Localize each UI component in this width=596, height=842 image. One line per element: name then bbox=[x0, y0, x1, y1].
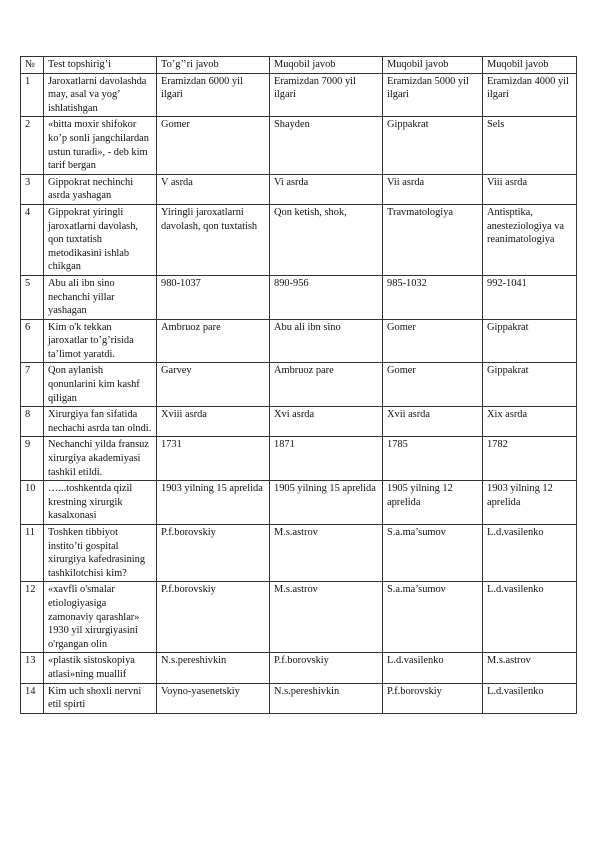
alternative-1-cell: Xvi asrda bbox=[270, 407, 383, 437]
row-number: 13 bbox=[21, 653, 44, 683]
table-row bbox=[21, 525, 577, 582]
question-cell: Gippokrat yiringli jaroxatlarni davolash, qon tuxtatish metodikasini ishlab chikgan bbox=[44, 204, 157, 275]
alternative-3-cell: 1903 yilning 12 aprelida bbox=[483, 481, 577, 525]
alternative-3-cell: Sels bbox=[483, 117, 577, 174]
row-number: 11 bbox=[21, 525, 44, 582]
alternative-1-cell: Shayden bbox=[270, 117, 383, 174]
row-number: 5 bbox=[21, 275, 44, 319]
correct-answer-cell: 980-1037 bbox=[157, 275, 270, 319]
row-number: 14 bbox=[21, 683, 44, 713]
alternative-2-cell: Eramizdan 5000 yil ilgari bbox=[383, 73, 483, 117]
question-cell: Xirurgiya fan sifatida nechachi asrda tan olndi. bbox=[44, 407, 157, 437]
correct-answer-cell: P.f.borovskiy bbox=[157, 582, 270, 653]
alternative-1-cell: Eramizdan 7000 yil ilgari bbox=[270, 73, 383, 117]
alternative-1-cell: Qon ketish, shok, bbox=[270, 204, 383, 275]
alternative-1-cell: Ambruoz pare bbox=[270, 363, 383, 407]
table-row bbox=[21, 653, 577, 683]
alternative-2-cell: Xvii asrda bbox=[383, 407, 483, 437]
table-row bbox=[21, 363, 577, 407]
table-row bbox=[21, 481, 577, 525]
test-table bbox=[20, 56, 577, 714]
table-row bbox=[21, 275, 577, 319]
table-row bbox=[21, 117, 577, 174]
alternative-2-cell: S.a.ma’sumov bbox=[383, 525, 483, 582]
alternative-3-cell: Viii asrda bbox=[483, 174, 577, 204]
row-number: 4 bbox=[21, 204, 44, 275]
row-number: 10 bbox=[21, 481, 44, 525]
question-cell: Kim o'k tekkan jaroxatlar to’g’risida ta’limot yaratdi. bbox=[44, 319, 157, 363]
table-header-row bbox=[21, 57, 577, 74]
correct-answer-cell: 1903 yilning 15 aprelida bbox=[157, 481, 270, 525]
row-number: 8 bbox=[21, 407, 44, 437]
row-number: 12 bbox=[21, 582, 44, 653]
question-cell: Jaroxatlarni davolashda may, asal va yog’ ishlatishgan bbox=[44, 73, 157, 117]
alternative-1-cell: N.s.pereshivkin bbox=[270, 683, 383, 713]
alternative-3-cell: 992-1041 bbox=[483, 275, 577, 319]
question-cell: Gippokrat nechinchi asrda yashagan bbox=[44, 174, 157, 204]
table-row bbox=[21, 204, 577, 275]
alternative-2-cell: Vii asrda bbox=[383, 174, 483, 204]
alternative-3-cell: Gippakrat bbox=[483, 319, 577, 363]
question-cell: «xavfli o'smalar etiologiyasiga zamonaviy qarashlar» 1930 yil xirurgiyasini o'rgangan olin bbox=[44, 582, 157, 653]
alternative-1-cell: P.f.borovskiy bbox=[270, 653, 383, 683]
header-number: № bbox=[21, 57, 44, 74]
alternative-2-cell: Gippakrat bbox=[383, 117, 483, 174]
row-number: 1 bbox=[21, 73, 44, 117]
correct-answer-cell: Garvey bbox=[157, 363, 270, 407]
table-row bbox=[21, 582, 577, 653]
alternative-2-cell: 1785 bbox=[383, 437, 483, 481]
table-row bbox=[21, 73, 577, 117]
correct-answer-cell: Eramizdan 6000 yil ilgari bbox=[157, 73, 270, 117]
alternative-2-cell: Gomer bbox=[383, 363, 483, 407]
question-cell: «bitta moxir shifokor ko’p sonli jangchilardan ustun turadi», - deb kim tarif bergan bbox=[44, 117, 157, 174]
header-correct-answer: To’g’’ri javob bbox=[157, 57, 270, 74]
table-row bbox=[21, 319, 577, 363]
question-cell: Qon aylanish qonunlarini kim kashf qiligan bbox=[44, 363, 157, 407]
correct-answer-cell: P.f.borovskiy bbox=[157, 525, 270, 582]
row-number: 6 bbox=[21, 319, 44, 363]
row-number: 2 bbox=[21, 117, 44, 174]
correct-answer-cell: N.s.pereshivkin bbox=[157, 653, 270, 683]
question-cell: Kim uch shoxli nervni etil spirti bbox=[44, 683, 157, 713]
table-row bbox=[21, 437, 577, 481]
correct-answer-cell: V asrda bbox=[157, 174, 270, 204]
row-number: 7 bbox=[21, 363, 44, 407]
alternative-2-cell: Travmatologiya bbox=[383, 204, 483, 275]
alternative-1-cell: 1871 bbox=[270, 437, 383, 481]
alternative-3-cell: L.d.vasilenko bbox=[483, 582, 577, 653]
alternative-2-cell: Gomer bbox=[383, 319, 483, 363]
question-cell: Nechanchi yilda fransuz xirurgiya akademiyasi tashkil etildi. bbox=[44, 437, 157, 481]
correct-answer-cell: Ambruoz pare bbox=[157, 319, 270, 363]
alternative-2-cell: S.a.ma’sumov bbox=[383, 582, 483, 653]
row-number: 9 bbox=[21, 437, 44, 481]
alternative-1-cell: M.s.astrov bbox=[270, 582, 383, 653]
alternative-3-cell: L.d.vasilenko bbox=[483, 525, 577, 582]
table-row bbox=[21, 683, 577, 713]
alternative-2-cell: 985-1032 bbox=[383, 275, 483, 319]
alternative-3-cell: L.d.vasilenko bbox=[483, 683, 577, 713]
alternative-3-cell: Eramizdan 4000 yil ilgari bbox=[483, 73, 577, 117]
correct-answer-cell: Voyno-yasenetskiy bbox=[157, 683, 270, 713]
row-number: 3 bbox=[21, 174, 44, 204]
alternative-2-cell: 1905 yilning 12 aprelida bbox=[383, 481, 483, 525]
alternative-2-cell: L.d.vasilenko bbox=[383, 653, 483, 683]
alternative-1-cell: 890-956 bbox=[270, 275, 383, 319]
question-cell: Toshken tibbiyot instito’ti gospital xirurgiya kafedrasining tashkilotchisi kim? bbox=[44, 525, 157, 582]
correct-answer-cell: Yiringli jaroxatlarni davolash, qon tuxtatish bbox=[157, 204, 270, 275]
alternative-1-cell: 1905 yilning 15 aprelida bbox=[270, 481, 383, 525]
correct-answer-cell: Xviii asrda bbox=[157, 407, 270, 437]
alternative-3-cell: Xix asrda bbox=[483, 407, 577, 437]
table-row bbox=[21, 407, 577, 437]
alternative-3-cell: Antisptika, anesteziologiya va reanimatologiya bbox=[483, 204, 577, 275]
alternative-1-cell: Vi asrda bbox=[270, 174, 383, 204]
alternative-3-cell: M.s.astrov bbox=[483, 653, 577, 683]
header-alternative-1: Muqobil javob bbox=[270, 57, 383, 74]
header-alternative-2: Muqobil javob bbox=[383, 57, 483, 74]
question-cell: …...toshkentda qizil krestning xirurgik kasalxonasi bbox=[44, 481, 157, 525]
correct-answer-cell: Gomer bbox=[157, 117, 270, 174]
alternative-3-cell: Gippakrat bbox=[483, 363, 577, 407]
table-row bbox=[21, 174, 577, 204]
header-question: Test topshirig’i bbox=[44, 57, 157, 74]
question-cell: «plastik sistoskopiya atlasi»ning muallif bbox=[44, 653, 157, 683]
alternative-1-cell: M.s.astrov bbox=[270, 525, 383, 582]
question-cell: Abu ali ibn sino nechanchi yillar yashagan bbox=[44, 275, 157, 319]
alternative-2-cell: P.f.borovskiy bbox=[383, 683, 483, 713]
alternative-3-cell: 1782 bbox=[483, 437, 577, 481]
header-alternative-3: Muqobil javob bbox=[483, 57, 577, 74]
alternative-1-cell: Abu ali ibn sino bbox=[270, 319, 383, 363]
correct-answer-cell: 1731 bbox=[157, 437, 270, 481]
